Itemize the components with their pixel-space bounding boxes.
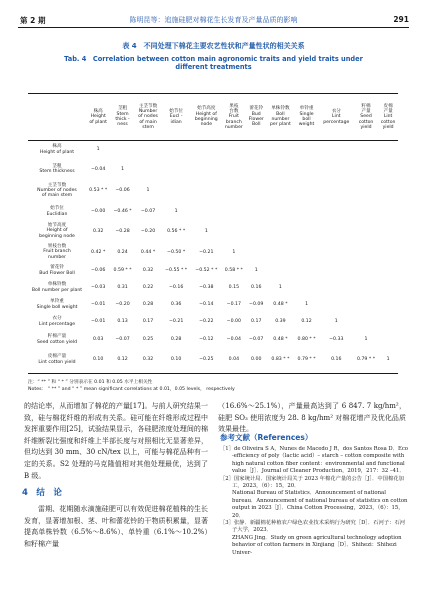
table-cell [378, 178, 398, 203]
table-cell: 0.28 [170, 337, 182, 342]
table-cell [378, 296, 398, 313]
table-cell: −0.21 [168, 319, 184, 324]
table-cell: 0.31 [117, 285, 128, 290]
table-cell: 0.28 [142, 302, 154, 307]
column-header: 蕾花铃 Bud Flower Boll [248, 106, 264, 128]
column-header: 皮棉 产量 Lint cotton yield [380, 103, 396, 130]
table-cell [354, 203, 378, 220]
table-cell [246, 203, 266, 220]
table-cell [266, 262, 294, 279]
table-caption-cn: 表 4 不同处理下棉花主要农艺性状和产量性状的相关关系 [122, 42, 305, 50]
table-cell: 0.13 [117, 319, 128, 324]
table-cell: 1 [334, 319, 338, 324]
table-cell: 0.48 * [273, 302, 288, 307]
table-cell: −0.06 [90, 268, 106, 273]
reference-text: 张静．新疆棉花种植农户绿色农业技术采纳行为研究［D］．石河子：石河子大学，2023． [232, 520, 406, 534]
table-cell: 0.10 [92, 357, 104, 362]
table-cell [319, 220, 354, 242]
table-cell [135, 160, 162, 178]
table-cell [354, 178, 378, 203]
table-cell [266, 203, 294, 220]
column-header: 株高 Height of plant [89, 109, 107, 125]
table-cell: −0.16 [168, 285, 184, 290]
table-cell: −0.06 [115, 188, 130, 193]
table-cell: −0.17 [226, 302, 242, 307]
table-cell [294, 160, 318, 178]
table-cell [319, 160, 354, 178]
column-header: 始节位 Eucl - idian [169, 109, 184, 125]
table-cell: 0.32 [92, 228, 104, 234]
issue-label: 第 2 期 [20, 16, 46, 25]
table-cell: −0.01 [90, 319, 106, 324]
table-cell: 0.04 [228, 357, 240, 362]
table-cell: 0.79 * * [356, 357, 376, 362]
table-cell: 0.15 [228, 285, 240, 290]
table-cell [266, 220, 294, 242]
table-cell [222, 203, 246, 220]
header-corner [28, 95, 86, 139]
body-paragraph: 的结论率，从而增加了棉花的产量[17]。与前人研究结果一致，硅与棉花纤维的形成有关系。硅可能在纤维形成过程中发挥重要作用[25]，试验结果显示，各硅肥浓度处理间的棉纤维断裂比强度和纤维上半部长度与对照相比无显著差异，但均达到 30 mm、30 cN/tex 以上，可能与棉花品种有一定的关系。S2 处理的马克隆值相对其他处理最优，达到了 B 级。 [24, 402, 208, 480]
table-cell: 0.59 * * [113, 268, 132, 273]
table-cell [246, 220, 266, 242]
table-cell: 1 [232, 249, 236, 255]
header-rule [18, 27, 409, 28]
row-label: 籽棉产量 Seed cotton yield [36, 334, 78, 345]
row-label: 单株铃数 Boll number per plant [31, 282, 83, 293]
left-column-para2 [24, 504, 208, 550]
table-cell [246, 160, 266, 178]
table-cell [378, 279, 398, 296]
table-cell: 0.22 [142, 285, 154, 290]
column-header: 果枝 台数 Fruit branch number [224, 103, 243, 130]
table-cell: −0.38 [199, 285, 214, 290]
row-label: 茎粗 Stem thickness [39, 163, 75, 174]
column-header: 籽棉 产量 Seed cotton yield [358, 103, 374, 130]
table-cell: 0.80 * * [297, 337, 316, 342]
table-cell: −0.14 [199, 302, 214, 307]
row-label: 株高 Height of plant [39, 144, 75, 155]
reference-text: 国家统计局．国家统计局关于 2023 年棉花产量的公告［J］．中国棉花加工，2023，（6）：15，20． [232, 475, 404, 490]
table-cell: 0.83 * * [271, 357, 290, 362]
reference-item [220, 520, 408, 535]
table-cell: 0.16 [331, 357, 342, 362]
table-cell [294, 220, 318, 242]
table-cell: 0.25 [142, 337, 154, 342]
table-cell [378, 160, 398, 178]
table-row [28, 220, 398, 242]
reference-text: ZHANG Jing．Study on green agricultural technology adoption behavior of cotton farmers in Xinjiang［D］．Shihezi：Shihezi Univer- [232, 534, 402, 556]
table-cell: −0.07 [115, 337, 130, 342]
table-row [28, 349, 398, 370]
table-cell: 0.53 * * [89, 188, 108, 193]
table-cell [294, 139, 318, 160]
table-cell: −0.01 [90, 302, 106, 307]
table-note-en: Notes： “ ** ” and “ * ” mean significant correlations at 0.01，0.05 levels， respectively [28, 386, 235, 392]
table-cell: 0.17 [142, 319, 154, 324]
table-cell: −0.07 [140, 209, 156, 214]
table-cell: 0.39 [275, 319, 286, 324]
table-cell [266, 160, 294, 178]
reference-text: de Oliveira S A，Nunes de Macedo J R，dos Santos Rosa D．Eco -efficiency of poly（lactic acid）– starch – cotton composite with high natural cotton fiber content：environmental and functional value［J］．Journal of Cleaner Production，2019，217：32 –41． [232, 446, 408, 475]
table-cell [222, 178, 246, 203]
column-header: 衣分 Lint percentage [323, 109, 350, 125]
table-cell [246, 178, 266, 203]
table-cell: 0.58 * * [224, 268, 243, 273]
table-cell: 1 [364, 337, 368, 342]
reference-number: ［2］ [220, 475, 234, 482]
table-cell: 0.24 [117, 249, 128, 255]
table-cell: 0.32 [142, 268, 154, 273]
table-cell: −0.20 [140, 228, 156, 234]
table-cell: −0.33 [329, 337, 344, 342]
table-cell [294, 178, 318, 203]
table-cell: 0.79 * * [297, 357, 316, 362]
table-cell [354, 279, 378, 296]
table-cell: −0.04 [90, 166, 106, 172]
left-column-para [24, 401, 208, 482]
table-cell [191, 139, 222, 160]
table-cell: 0.32 [142, 357, 154, 362]
reference-number: ［1］ [220, 446, 234, 452]
table-cell [354, 313, 378, 330]
table-cell [135, 139, 162, 160]
table-cell [161, 178, 191, 203]
table-row [28, 313, 398, 330]
table-cell [110, 139, 134, 160]
table-cell: 1 [386, 357, 390, 362]
table-cell: 1 [305, 302, 309, 307]
table-row [28, 160, 398, 178]
table-cell [191, 178, 222, 203]
table-cell [294, 203, 318, 220]
table-cell [319, 178, 354, 203]
table-cell [266, 242, 294, 262]
correlation-table [28, 95, 398, 370]
table-cell [354, 242, 378, 262]
table-cell: −0.20 [115, 302, 130, 307]
body-paragraph: （16.6%～25.1%），产量最高达到了 6 847. 7 kg/hm²，硅肥 SO₃ 使用浓度为 28. 8 kg/hm² 对棉花增产及优化品质效果最佳。 [218, 402, 406, 434]
reference-item [220, 490, 408, 520]
table-top-rule [28, 93, 398, 94]
table-cell [246, 139, 266, 160]
table-row [28, 139, 398, 160]
table-cell [294, 262, 318, 279]
row-label: 始节高度 Height of beginning node [39, 223, 75, 239]
section-heading-conclusion: 4 结 论 [22, 488, 62, 498]
table-cell [246, 242, 266, 262]
table-cell: −0.00 [90, 209, 106, 214]
column-header: 茎粗 Stem thick - ness [115, 106, 130, 128]
row-label: 皮棉产量 Lint cotton yield [38, 354, 76, 365]
table-cell: −0.52 * * [195, 268, 218, 273]
table-cell [354, 139, 378, 160]
table-cell: 0.03 [92, 337, 104, 342]
table-cell: −0.12 [199, 337, 214, 342]
column-header: 始节高度 Height of beginning node [194, 106, 218, 128]
table-cell [354, 296, 378, 313]
table-cell: 0.12 [117, 357, 128, 362]
table-cell: 0.42 * [91, 249, 106, 255]
table-cell: −0.55 * * [165, 268, 188, 273]
table-cell [319, 203, 354, 220]
table-cell [294, 242, 318, 262]
table-cell [378, 242, 398, 262]
table-cell: −0.21 [199, 249, 214, 255]
table-cell [161, 139, 191, 160]
reference-item [220, 535, 408, 557]
column-header: 单株铃数 Boll number per plant [270, 106, 291, 128]
table-caption-en-cont: different treatments [175, 63, 252, 71]
table-cell [354, 262, 378, 279]
table-row [28, 262, 398, 279]
table-cell [161, 160, 191, 178]
table-cell: −0.28 [115, 228, 130, 234]
table-cell [319, 242, 354, 262]
table-cell [378, 262, 398, 279]
table-cell: −0.00 [226, 319, 242, 324]
table-cell: 1 [96, 147, 100, 152]
table-cell: −0.07 [249, 337, 264, 342]
column-header: 单铃重 Single boll weight [298, 106, 315, 128]
body-paragraph: 雷期、花期随水滴施硅肥可以有效促进棉花植株的生长发育，显著增加根、茎、叶和蕾花铃的干物质积累量，显著提高单株铃数（6.5%～8.6%）、单铃重（6.1%～10.2%）和籽棉产量 [24, 505, 208, 548]
table-caption-en: Tab. 4 Correlation between cotton main agronomic traits and yield traits under [64, 55, 363, 63]
table-cell [319, 262, 354, 279]
table-cell: 0.56 * * [167, 228, 186, 234]
table-cell: 0.12 [301, 319, 312, 324]
table-cell [222, 160, 246, 178]
table-cell [222, 220, 246, 242]
row-label: 蕾花铃 Bud Flower Boll [39, 265, 75, 276]
table-cell: 1 [278, 285, 282, 290]
table-cell: −0.09 [249, 302, 264, 307]
table-cell [266, 139, 294, 160]
table-header-row [28, 95, 398, 139]
row-label: 果枝台数 Fruit branch number [43, 244, 71, 260]
table-notes [28, 380, 408, 393]
reference-text: National Bureau of Statistics．Announcement of national bureau．Announcement of national bureau of statistics on cotton output in 2023［J］．China Cotton Processing，2023，（6）：15，20． [232, 490, 408, 519]
table-cell: −0.50 * [167, 249, 186, 255]
page-number: 291 [393, 15, 409, 24]
table-cell [378, 203, 398, 220]
table-note-cn: 注：“ ** ” 和 “ * ” 分别表示在 0.01 和 0.05 水平上相关性 [28, 380, 153, 385]
table-cell: 1 [146, 188, 150, 193]
table-cell: −0.25 [199, 357, 214, 362]
table-cell [378, 330, 398, 349]
table-cell: 1 [204, 228, 208, 234]
table-row [28, 203, 398, 220]
row-label: 衣分 Lint percentage [38, 316, 76, 327]
table-cell: 0.36 [170, 302, 182, 307]
table-cell: −0.04 [226, 337, 242, 342]
table-row [28, 242, 398, 262]
reference-item [220, 446, 408, 476]
table-cell: 0.16 [250, 285, 262, 290]
table-cell [266, 178, 294, 203]
table-cell [319, 296, 354, 313]
table-row [28, 330, 398, 349]
table-cell: 1 [174, 209, 178, 214]
running-title: 陈明昆等：追施硅肥对棉花生长发育及产量品质的影响 [129, 16, 298, 24]
table-cell: 0.00 [250, 357, 262, 362]
table-cell [191, 160, 222, 178]
table-cell: 0.48 * [273, 337, 288, 342]
table-cell: 1 [121, 166, 125, 172]
table-cell: 0.17 [250, 319, 262, 324]
row-label: 单铃重 Single boll weight [36, 299, 78, 310]
table-cell [378, 313, 398, 330]
table-cell [191, 203, 222, 220]
reference-number: ［3］ [220, 520, 234, 527]
references-heading: 参考文献（References） [220, 433, 313, 442]
table-cell [294, 279, 318, 296]
table-cell [354, 160, 378, 178]
table-cell [354, 220, 378, 242]
table-cell [222, 139, 246, 160]
table-cell: −0.03 [90, 285, 106, 290]
table-cell [319, 279, 354, 296]
table-row [28, 178, 398, 203]
table-row [28, 279, 398, 296]
column-header: 主茎节数 Number of nodes of main stem [138, 103, 158, 130]
table-cell: −0.22 [199, 319, 214, 324]
table-cell [378, 220, 398, 242]
table-row [28, 296, 398, 313]
table-cell [378, 139, 398, 160]
row-label: 始节位 Euclidian [46, 206, 68, 217]
table-cell: 0.44 * [140, 249, 156, 255]
row-label: 主茎节数 Number of nodes of main stem [37, 182, 77, 199]
table-cell: 0.10 [170, 357, 182, 362]
reference-list [220, 446, 408, 557]
table-bottom-rule [28, 373, 398, 374]
table-cell: 1 [254, 268, 258, 273]
reference-item [220, 476, 408, 491]
table-cell: −0.46 * [113, 209, 132, 214]
right-column-para [218, 401, 406, 436]
table-cell [319, 139, 354, 160]
